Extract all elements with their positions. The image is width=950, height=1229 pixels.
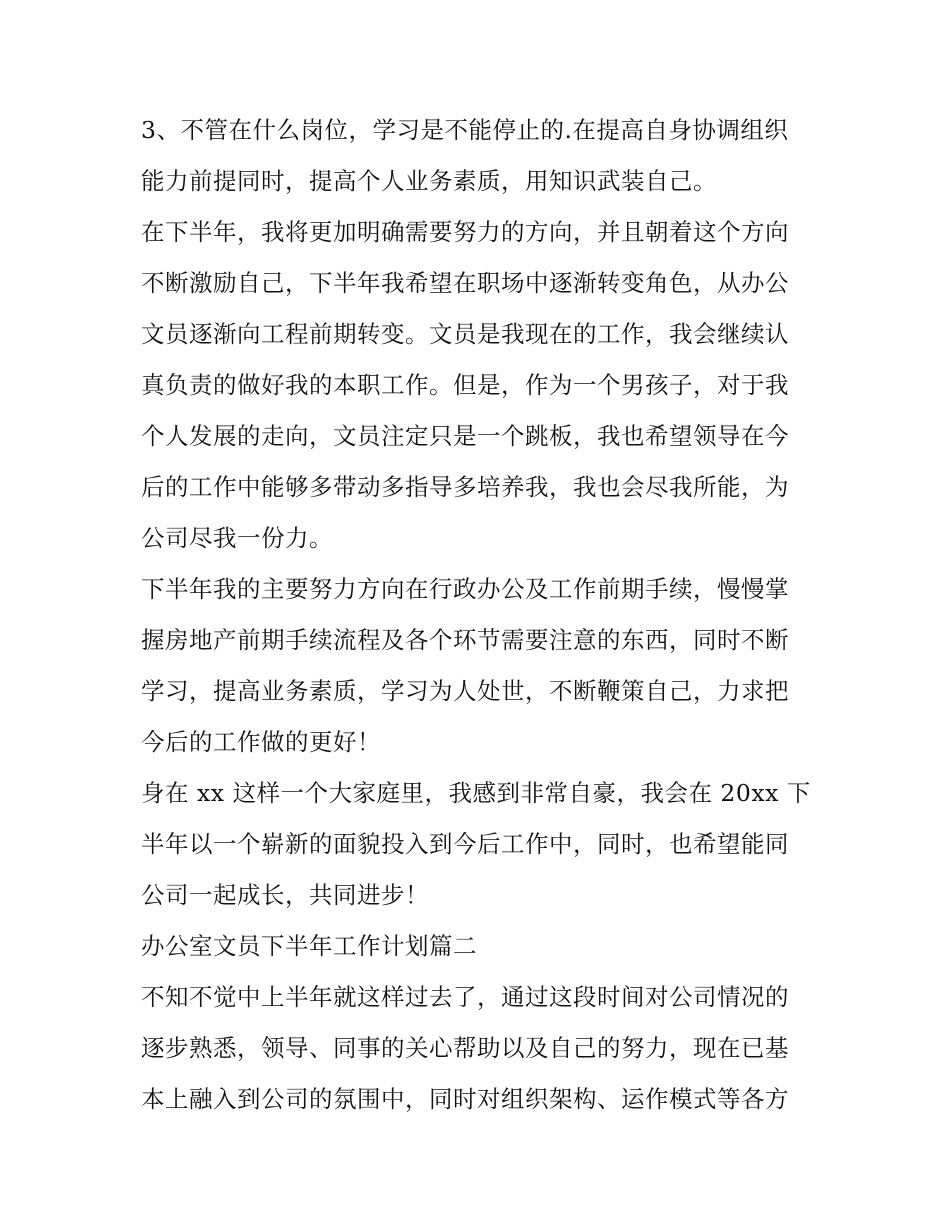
text-line: 学习，提高业务素质，学习为人处世，不断鞭策自己，力求把 [141, 677, 789, 705]
text-line: 文员逐渐向工程前期转变。文员是我现在的工作，我会继续认 [141, 320, 789, 348]
text-line: 半年以一个崭新的面貌投入到今后工作中，同时，也希望能同 [141, 830, 789, 858]
text-line: 3、不管在什么岗位，学习是不能停止的.在提高自身协调组织 [141, 116, 789, 144]
text-line: 今后的工作做的更好！ [141, 728, 381, 756]
text-line: 公司一起成长，共同进步！ [141, 881, 429, 909]
text-line: 不断激励自己，下半年我希望在职场中逐渐转变角色，从办公 [141, 269, 789, 297]
section-heading: 办公室文员下半年工作计划篇二 [141, 932, 477, 960]
text-line: 公司尽我一份力。 [141, 524, 333, 552]
text-line: 个人发展的走向，文员注定只是一个跳板，我也希望领导在今 [141, 422, 789, 450]
text-line: 身在 xx 这样一个大家庭里，我感到非常自豪，我会在 20xx 下 [141, 779, 811, 807]
text-line: 在下半年，我将更加明确需要努力的方向，并且朝着这个方向 [141, 218, 789, 246]
text-line: 后的工作中能够多带动多指导多培养我，我也会尽我所能，为 [141, 473, 789, 501]
text-line: 握房地产前期手续流程及各个环节需要注意的东西，同时不断 [141, 626, 789, 654]
text-line: 本上融入到公司的氛围中，同时对组织架构、运作模式等各方 [141, 1085, 789, 1113]
text-line: 逐步熟悉，领导、同事的关心帮助以及自己的努力，现在已基 [141, 1034, 789, 1062]
document-body [141, 105, 813, 1125]
text-line: 不知不觉中上半年就这样过去了，通过这段时间对公司情况的 [141, 983, 789, 1011]
text-line: 真负责的做好我的本职工作。但是，作为一个男孩子，对于我 [141, 371, 789, 399]
text-line: 下半年我的主要努力方向在行政办公及工作前期手续，慢慢掌 [141, 575, 789, 603]
text-line: 能力前提同时，提高个人业务素质，用知识武装自己。 [141, 167, 717, 195]
